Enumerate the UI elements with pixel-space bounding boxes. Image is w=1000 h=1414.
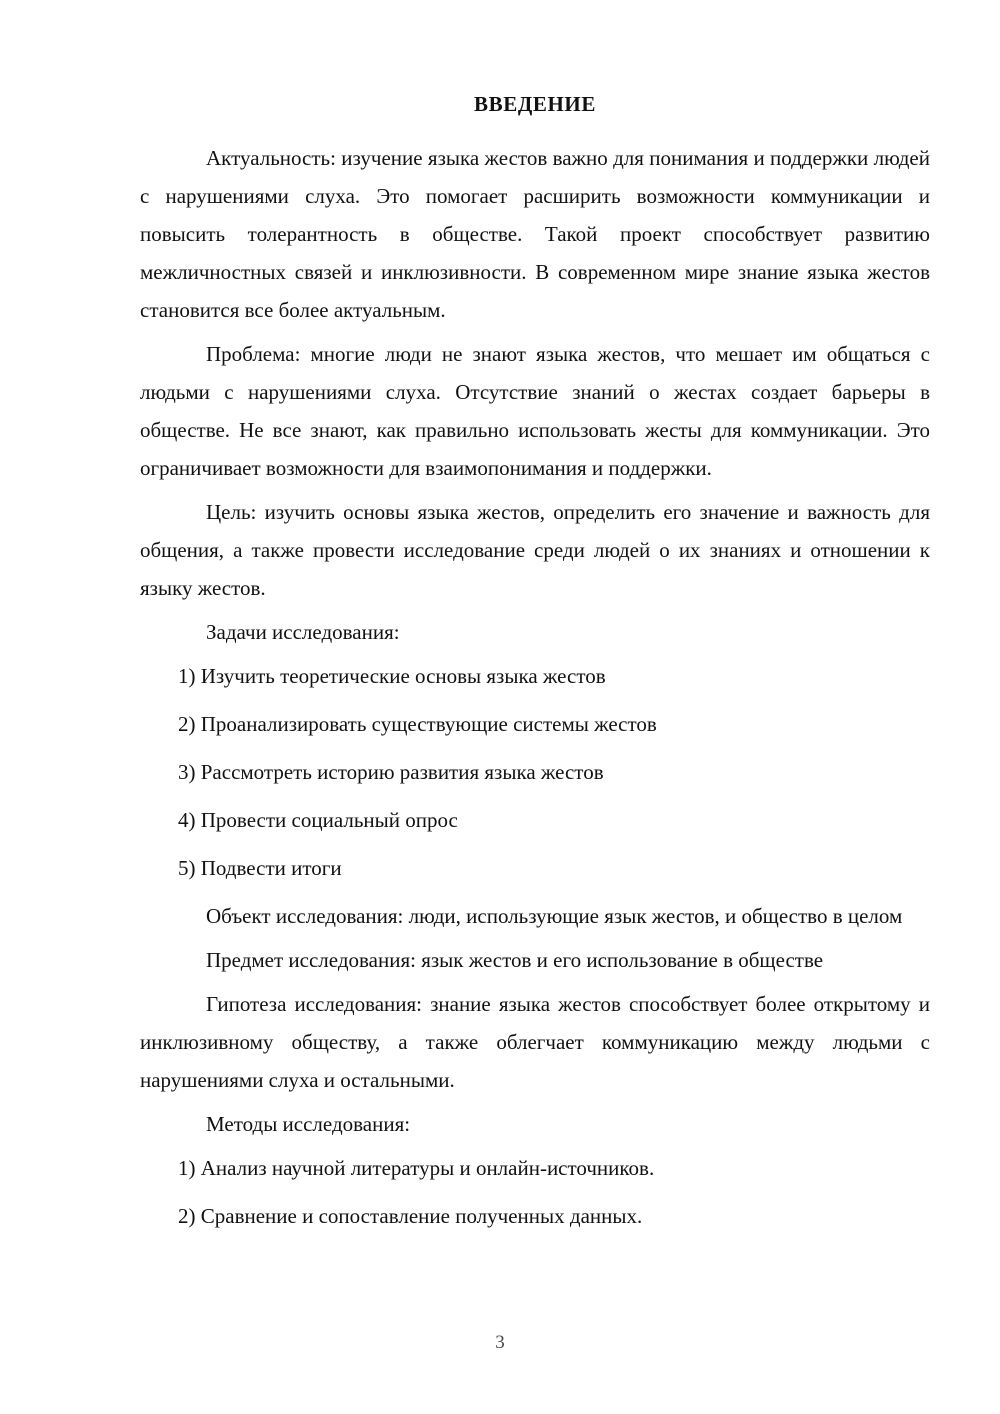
paragraph-subject: Предмет исследования: язык жестов и его использование в обществе: [206, 948, 824, 973]
list-item: 2) Проанализировать существующие системы жестов: [178, 712, 657, 737]
paragraph-hypothesis: Гипотеза исследования: знание языка жестов способствует более открытому и инклюзивному обществу, а также облегчает коммуникацию между людьми с нарушениями слуха и остальными.: [140, 992, 930, 1093]
list-item: 1) Анализ научной литературы и онлайн-источников.: [178, 1156, 655, 1181]
methods-heading: Методы исследования:: [206, 1112, 411, 1137]
tasks-list: [140, 657, 930, 887]
list-item: 3) Рассмотреть историю развития языка жестов: [178, 760, 604, 785]
paragraph-object: Объект исследования: люди, использующие язык жестов, и общество в целом: [206, 904, 903, 929]
paragraph-problem: Проблема: многие люди не знают языка жестов, что мешает им общаться с людьми с нарушениями слуха. Отсутствие знаний о жестах создает барьеры в обществе. Не все знают, как правильно использовать жесты для коммуникации. Это ограничивает возможности для взаимопонимания и поддержки.: [140, 342, 930, 481]
list-item: 5) Подвести итоги: [178, 856, 342, 881]
list-item: 1) Изучить теоретические основы языка жестов: [178, 664, 606, 689]
page-title: ВВЕДЕНИЕ: [474, 92, 596, 116]
list-item: 2) Сравнение и сопоставление полученных данных.: [178, 1204, 643, 1229]
paragraph-goal: Цель: изучить основы языка жестов, определить его значение и важность для общения, а также провести исследование среди людей о их знаниях и отношении к языку жестов.: [140, 500, 930, 601]
page-number: 3: [495, 1332, 505, 1353]
document-body: [140, 92, 930, 1245]
paragraph-relevance: Актуальность: изучение языка жестов важно для понимания и поддержки людей с нарушениями слуха. Это помогает расширить возможности коммуникации и повысить толерантность в обществе. Такой проект способствует развитию межличностных связей и инклюзивности. В современном мире знание языка жестов становится все более актуальным.: [140, 146, 930, 323]
methods-list: [140, 1149, 930, 1235]
tasks-heading: Задачи исследования:: [206, 620, 400, 645]
list-item: 4) Провести социальный опрос: [178, 808, 458, 833]
